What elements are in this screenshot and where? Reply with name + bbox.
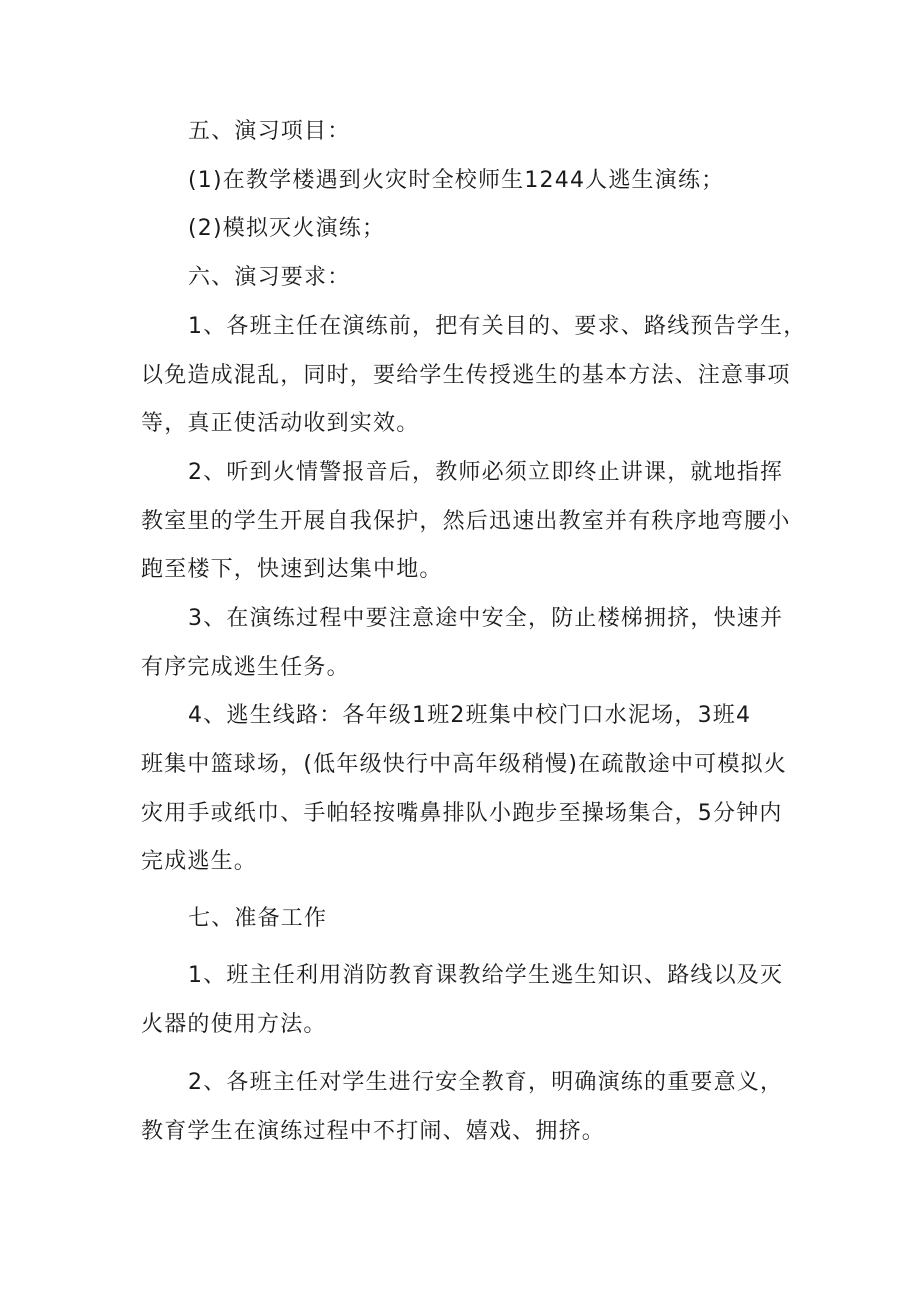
paragraph-line: 跑至楼下，快速到达集中地。 (141, 557, 443, 582)
paragraph-line: 以免造成混乱，同时，要给学生传授逃生的基本方法、注意事项 (141, 363, 791, 388)
paragraph-line: 2、各班主任对学生进行安全教育，明确演练的重要意义， (188, 1070, 784, 1095)
paragraph-line: 2、听到火情警报音后，教师必须立即终止讲课，就地指挥 (188, 460, 784, 485)
paragraph-line: 等，真正使活动收到实效。 (141, 411, 420, 436)
paragraph-line: 班集中篮球场，(低年级快行中高年级稍慢)在疏散途中可模拟火 (141, 752, 787, 777)
paragraph-line: 1、班主任利用消防教育课教给学生逃生知识、路线以及灭 (188, 963, 784, 988)
section-heading-drill-items: 五、演习项目： (188, 119, 351, 144)
paragraph-line: 4、逃生线路：各年级1班2班集中校门口水泥场，3班4 (188, 703, 752, 728)
paragraph-line: 教育学生在演练过程中不打闹、嬉戏、拥挤。 (141, 1119, 606, 1144)
paragraph-line: 有序完成逃生任务。 (141, 655, 350, 680)
paragraph-line: (1)在教学楼遇到火灾时全校师生1244人逃生演练； (188, 168, 725, 193)
paragraph-line: 火器的使用方法。 (141, 1012, 327, 1037)
paragraph-line: 1、各班主任在演练前，把有关目的、要求、路线预告学生， (188, 314, 807, 339)
paragraph-line: 灾用手或纸巾、手帕轻按嘴鼻排队小跑步至操场集合，5分钟内 (141, 801, 783, 826)
paragraph-line: 教室里的学生开展自我保护，然后迅速出教室并有秩序地弯腰小 (141, 509, 791, 534)
section-heading-preparation: 七、准备工作 (188, 906, 328, 931)
paragraph-line: 完成逃生。 (141, 849, 258, 874)
section-heading-drill-requirements: 六、演习要求： (188, 265, 351, 290)
paragraph-line: 3、在演练过程中要注意途中安全，防止楼梯拥挤，快速并 (188, 606, 784, 631)
paragraph-line: (2)模拟灭火演练； (188, 216, 386, 241)
